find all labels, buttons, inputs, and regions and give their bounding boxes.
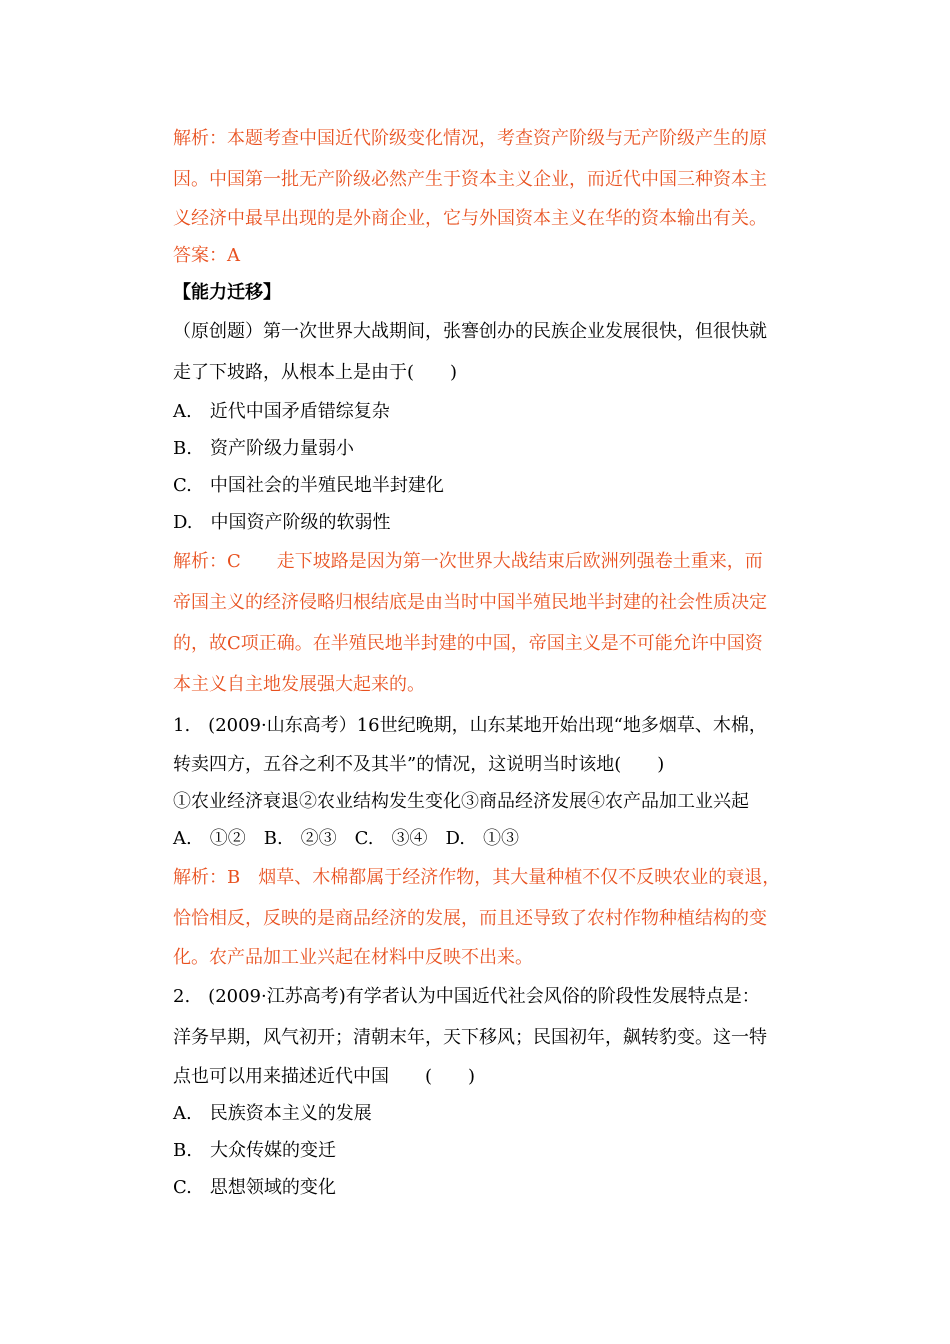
- analysis-line: 解析：C 走下坡路是因为第一次世界大战结束后欧洲列强卷土重来，而: [173, 551, 763, 572]
- analysis-line: 的，故C项正确。在半殖民地半封建的中国，帝国主义是不可能允许中国资: [173, 633, 763, 654]
- option-b: B. 大众传媒的变迁: [173, 1140, 336, 1161]
- option-a: A. 近代中国矛盾错综复杂: [173, 401, 390, 422]
- analysis-line: 解析：B 烟草、木棉都属于经济作物，其大量种植不仅不反映农业的衰退，: [173, 867, 781, 888]
- option-b: B. 资产阶级力量弱小: [173, 438, 354, 459]
- analysis-line: 本主义自主地发展强大起来的。: [173, 674, 425, 695]
- question-stem: （原创题）第一次世界大战期间，张謇创办的民族企业发展很快，但很快就: [173, 321, 767, 342]
- option-c: C. 中国社会的半殖民地半封建化: [173, 475, 444, 496]
- option-d: D. 中国资产阶级的软弱性: [173, 512, 391, 533]
- question-stem: 1. (2009·山东高考）16世纪晚期，山东某地开始出现“地多烟草、木棉，: [173, 715, 767, 736]
- document-body: [173, 118, 823, 1206]
- question-stem: 2. (2009·江苏高考)有学者认为中国近代社会风俗的阶段性发展特点是：: [173, 986, 760, 1007]
- analysis-line: 解析：本题考查中国近代阶级变化情况，考查资产阶级与无产阶级产生的原: [173, 128, 767, 149]
- section-heading: 【能力迁移】: [173, 282, 281, 303]
- option-c: C. 思想领域的变化: [173, 1177, 336, 1198]
- analysis-line: 义经济中最早出现的是外商企业，它与外国资本主义在华的资本输出有关。: [173, 208, 767, 229]
- question-stem: 点也可以用来描述近代中国 ( ): [173, 1066, 476, 1087]
- question-stem: 转卖四方，五谷之利不及其半”的情况，这说明当时该地( ): [173, 754, 665, 775]
- question-stem: 洋务早期，风气初开；清朝末年，天下移风；民国初年，飙转豹变。这一特: [173, 1027, 767, 1048]
- question-choices: ①农业经济衰退②农业结构发生变化③商品经济发展④农产品加工业兴起: [173, 791, 749, 812]
- analysis-line: 帝国主义的经济侵略归根结底是由当时中国半殖民地半封建的社会性质决定: [173, 592, 767, 613]
- analysis-line: 因。中国第一批无产阶级必然产生于资本主义企业，而近代中国三种资本主: [173, 169, 767, 190]
- question-stem: 走了下坡路，从根本上是由于( ): [173, 362, 458, 383]
- analysis-line: 恰恰相反，反映的是商品经济的发展，而且还导致了农村作物种植结构的变: [173, 908, 767, 929]
- options-row: A. ①② B. ②③ C. ③④ D. ①③: [173, 828, 520, 849]
- option-a: A. 民族资本主义的发展: [173, 1103, 372, 1124]
- analysis-line: 化。农产品加工业兴起在材料中反映不出来。: [173, 947, 533, 968]
- answer-line: 答案：A: [173, 245, 240, 266]
